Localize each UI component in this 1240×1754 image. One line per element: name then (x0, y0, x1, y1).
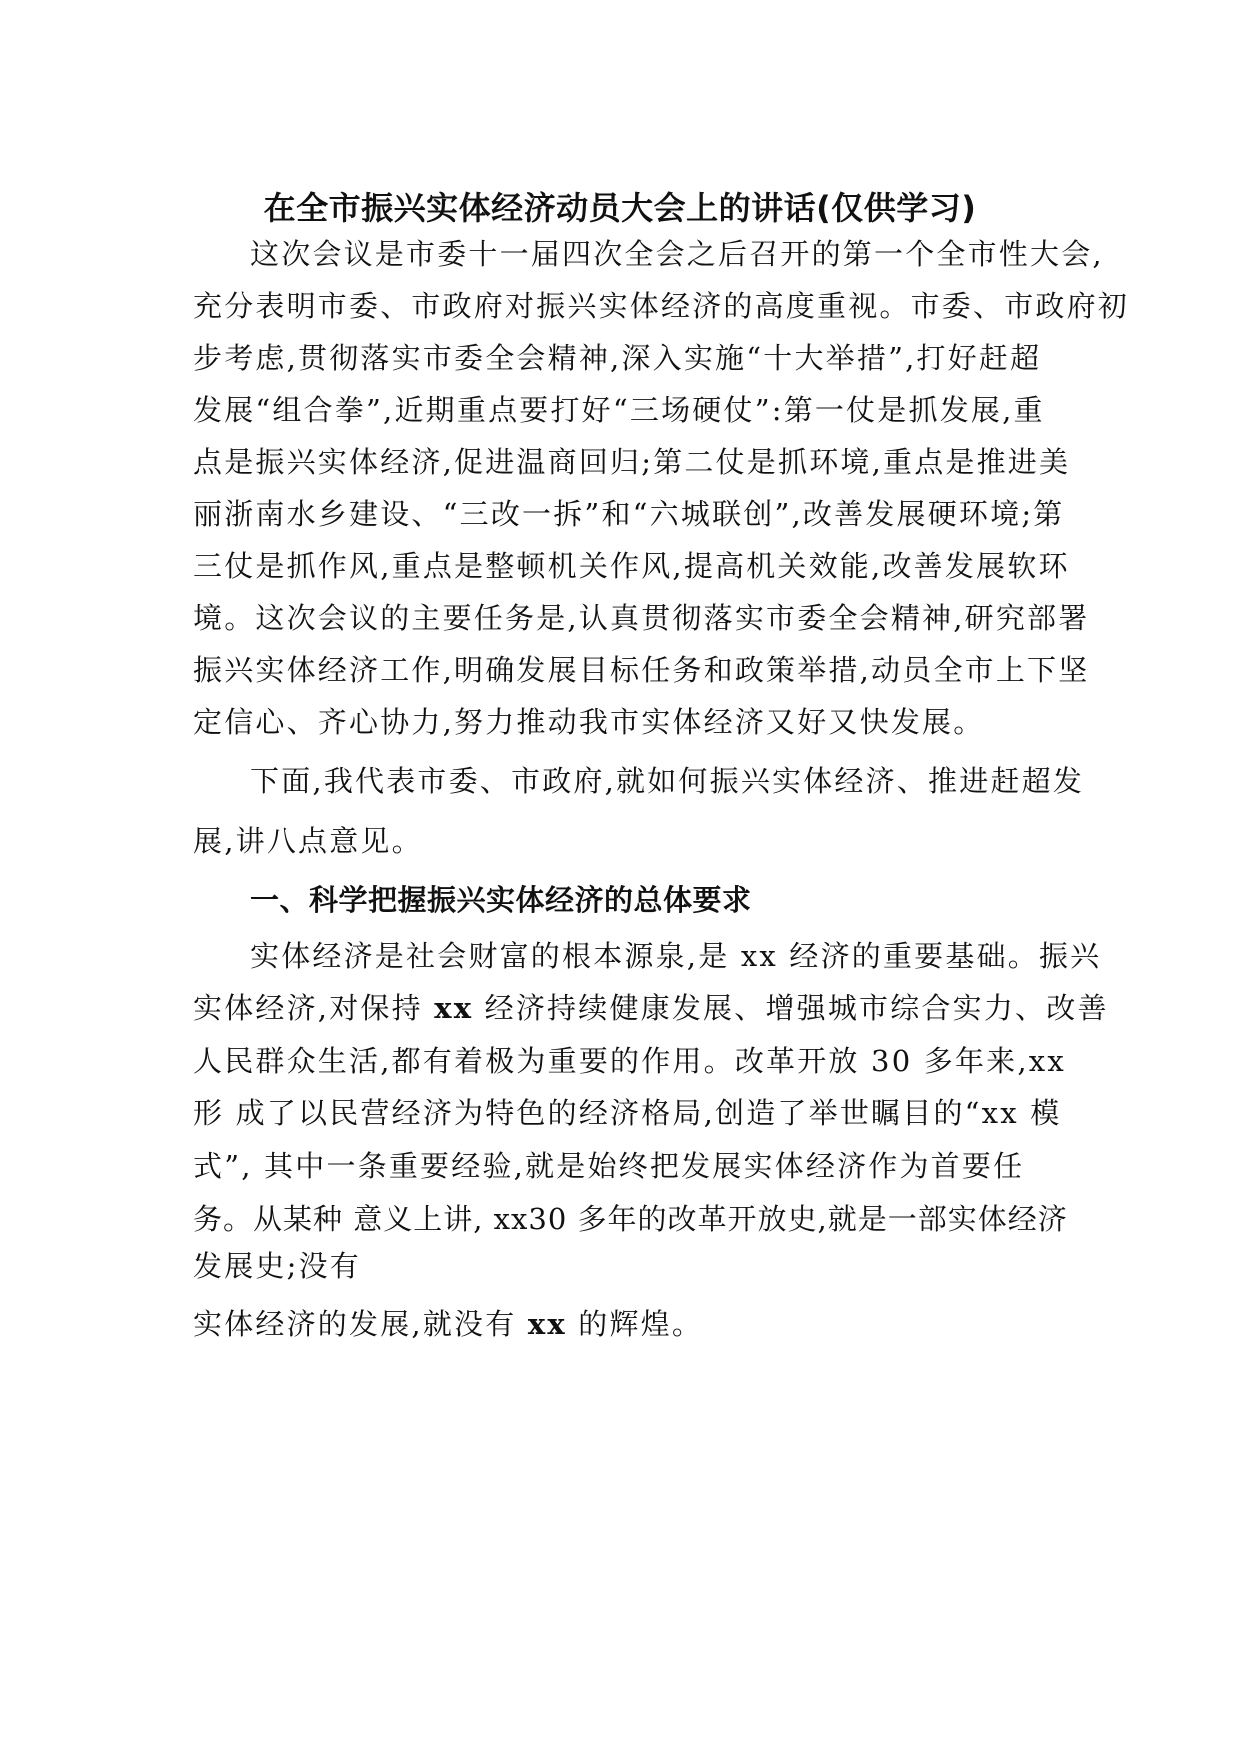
paragraph-line: 发展史;没有 (193, 1249, 361, 1283)
paragraph-line: 振兴实体经济工作,明确发展目标任务和政策举措,动员全市上下坚 (193, 653, 1090, 687)
text-run: 的辉煌。 (566, 1307, 704, 1341)
paragraph-line: 务。从某种 意义上讲, xx30 多年的改革开放史,就是一部实体经济 (193, 1202, 1068, 1236)
text-run: 经济持续健康发展、增强城市综合实力、改善 (473, 991, 1109, 1025)
text-run-bold: xx (527, 1307, 567, 1341)
paragraph-line: 点是振兴实体经济,促进温商回归;第二仗是抓环境,重点是推进美 (193, 445, 1071, 479)
paragraph-line: 三仗是抓作风,重点是整顿机关作风,提高机关效能,改善发展软环 (193, 549, 1070, 583)
paragraph-line (193, 1304, 703, 1344)
paragraph-line: 式”, 其中一条重要经验,就是始终把发展实体经济作为首要任 (193, 1149, 1025, 1183)
paragraph-line: 丽浙南水乡建设、“三改一拆”和“六城联创”,改善发展硬环境;第 (193, 497, 1065, 531)
paragraph-line: 发展“组合拳”,近期重点要打好“三场硬仗”:第一仗是抓发展,重 (193, 393, 1045, 427)
paragraph-line: 步考虑,贯彻落实市委全会精神,深入实施“十大举措”,打好赶超 (193, 341, 1042, 375)
paragraph-line: 充分表明市委、市政府对振兴实体经济的高度重视。市委、市政府初 (193, 289, 1130, 323)
paragraph-line (193, 988, 1109, 1028)
paragraph-line: 人民群众生活,都有着极为重要的作用。改革开放 30 多年来,xx (193, 1044, 1066, 1078)
paragraph-line: 境。这次会议的主要任务是,认真贯彻落实市委全会精神,研究部署 (193, 601, 1090, 635)
paragraph-line: 下面,我代表市委、市政府,就如何振兴实体经济、推进赶超发 (250, 764, 1085, 798)
text-run-bold: xx (434, 991, 474, 1025)
text-run: 实体经济,对保持 (193, 991, 435, 1025)
paragraph-line: 展,讲八点意见。 (193, 824, 423, 858)
section-heading: 一、科学把握振兴实体经济的总体要求 (250, 883, 752, 917)
text-run: 实体经济的发展,就没有 (193, 1307, 528, 1341)
paragraph-line: 定信心、齐心协力,努力推动我市实体经济又好又快发展。 (193, 705, 985, 739)
paragraph-line: 实体经济是社会财富的根本源泉,是 xx 经济的重要基础。振兴 (250, 939, 1102, 973)
paragraph-line: 这次会议是市委十一届四次全会之后召开的第一个全市性大会, (250, 237, 1104, 271)
document-title: 在全市振兴实体经济动员大会上的讲话(仅供学习) (263, 189, 977, 227)
paragraph-line: 形 成了以民营经济为特色的经济格局,创造了举世瞩目的“xx 模 (193, 1096, 1062, 1130)
